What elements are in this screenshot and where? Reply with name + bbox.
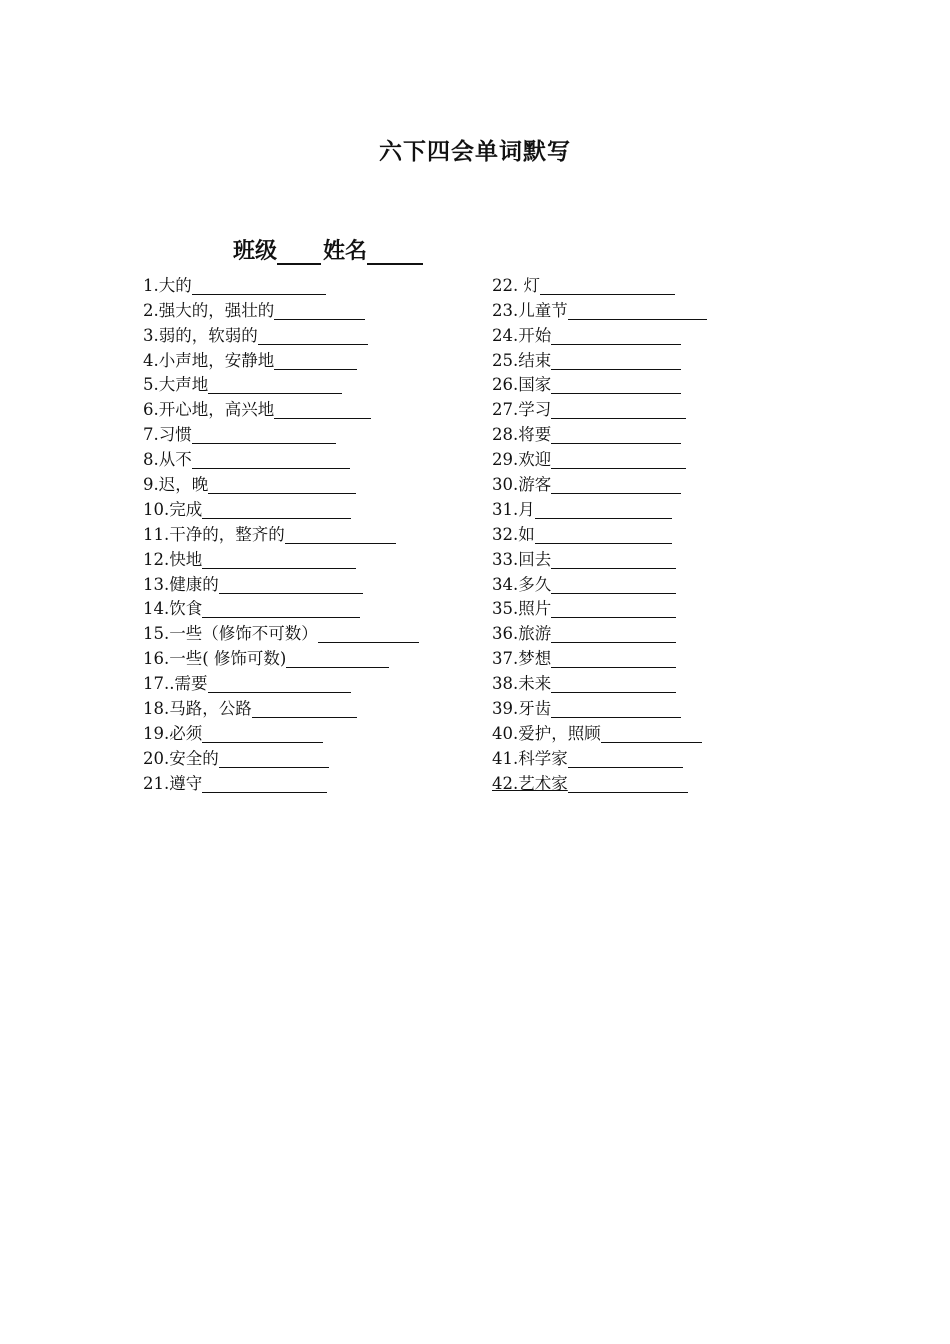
answer-blank [192,450,350,469]
word-item [492,621,707,646]
word-item [492,696,707,721]
word-prompt: 2.强大的，强壮的 [143,300,275,320]
word-item [492,646,707,671]
word-prompt: 27.学习 [492,400,552,420]
word-prompt: 14.饮食 [143,599,203,619]
word-prompt: 13.健康的 [143,574,219,594]
word-item [492,771,707,796]
word-item [143,348,419,373]
word-item [143,422,419,447]
word-prompt: 31.月 [492,499,535,519]
word-item [143,397,419,422]
answer-blank [535,500,672,519]
word-item [492,348,707,373]
word-item [143,373,419,398]
word-prompt: 33.回去 [492,549,552,569]
word-prompt: 30.游客 [492,475,552,495]
word-prompt: 15.一些（修饰不可数） [143,624,318,644]
answer-blank [202,550,356,569]
answer-blank [274,351,357,370]
word-prompt: 7.习惯 [143,425,192,445]
answer-blank [258,326,368,345]
answer-blank [601,724,702,743]
answer-blank [285,525,396,544]
word-item [492,323,707,348]
name-label: 姓名 [323,239,368,264]
word-prompt: 17..需要 [143,674,208,694]
word-item [143,646,419,671]
word-prompt: 39.牙齿 [492,699,552,719]
word-prompt: 19.必须 [143,723,203,743]
answer-blank [202,774,327,793]
word-prompt: 23.儿童节 [492,300,568,320]
word-prompt: 41.科学家 [492,748,568,768]
word-item [143,323,419,348]
answer-blank [274,301,365,320]
answer-blank [551,400,686,419]
answer-blank [551,599,676,618]
word-item [492,472,707,497]
word-item [492,572,707,597]
word-item [143,746,419,771]
answer-blank [568,301,707,320]
answer-blank [219,749,329,768]
word-item [143,472,419,497]
answer-blank [208,475,356,494]
answer-blank [286,649,389,668]
word-prompt: 32.如 [492,524,535,544]
word-item [143,597,419,622]
answer-blank [568,774,688,793]
word-prompt: 35.照片 [492,599,552,619]
answer-blank [202,599,360,618]
answer-blank [252,699,357,718]
word-item [143,771,419,796]
word-item [492,273,707,298]
word-item [492,373,707,398]
answer-blank [192,276,326,295]
answer-blank [219,575,363,594]
word-prompt: 25.结束 [492,350,552,370]
word-item [492,522,707,547]
word-prompt: 11.干净的，整齐的 [143,524,285,544]
class-blank [277,239,321,265]
answer-blank [551,699,681,718]
word-item [492,447,707,472]
word-prompt: 36.旅游 [492,624,552,644]
word-prompt: 4.小声地，安静地 [143,350,275,370]
word-prompt: 9.迟，晚 [143,475,209,495]
right-word-list [492,273,707,796]
answer-blank [208,674,351,693]
answer-blank [551,450,686,469]
word-item [492,721,707,746]
answer-blank [551,475,681,494]
answer-blank [551,425,681,444]
answer-blank [551,624,676,643]
word-prompt: 20.安全的 [143,748,219,768]
word-item [492,422,707,447]
student-info [233,234,423,265]
word-prompt: 37.梦想 [492,649,552,669]
word-prompt: 6.开心地，高兴地 [143,400,275,420]
word-prompt: 22. 灯 [492,275,540,295]
word-prompt: 21.遵守 [143,773,203,793]
word-prompt: 38.未来 [492,674,552,694]
answer-blank [551,674,676,693]
word-prompt: 42.艺术家 [492,773,568,793]
word-prompt: 1.大的 [143,275,192,295]
word-item [143,572,419,597]
word-item [492,497,707,522]
word-prompt: 24.开始 [492,325,552,345]
word-prompt: 8.从不 [143,450,192,470]
word-prompt: 28.将要 [492,425,552,445]
class-label: 班级 [233,239,278,264]
answer-blank [551,649,676,668]
word-item [143,621,419,646]
word-item [492,298,707,323]
word-item [143,671,419,696]
word-item [492,397,707,422]
word-item [492,597,707,622]
answer-blank [568,749,683,768]
word-prompt: 40.爱护，照顾 [492,723,601,743]
word-item [143,497,419,522]
left-word-list [143,273,419,796]
answer-blank [318,624,419,643]
word-item [143,447,419,472]
answer-blank [202,500,351,519]
word-item [143,298,419,323]
answer-blank [274,400,371,419]
word-prompt: 18.马路，公路 [143,699,252,719]
answer-blank [540,276,675,295]
word-item [492,671,707,696]
answer-blank [551,326,681,345]
word-prompt: 3.弱的，软弱的 [143,325,258,345]
word-prompt: 12.快地 [143,549,203,569]
answer-blank [551,575,676,594]
word-item [143,721,419,746]
answer-blank [551,375,681,394]
word-item [143,522,419,547]
answer-blank [551,550,676,569]
word-item [492,746,707,771]
word-prompt: 10.完成 [143,499,203,519]
word-prompt: 29.欢迎 [492,450,552,470]
word-item [492,547,707,572]
answer-blank [208,375,342,394]
word-prompt: 16.一些( 修饰可数) [143,649,287,669]
answer-blank [202,724,323,743]
answer-blank [535,525,672,544]
word-prompt: 5.大声地 [143,375,209,395]
word-item [143,547,419,572]
word-item [143,696,419,721]
word-prompt: 26.国家 [492,375,552,395]
name-blank [367,239,423,265]
answer-blank [192,425,336,444]
answer-blank [551,351,681,370]
word-prompt: 34.多久 [492,574,552,594]
word-item [143,273,419,298]
worksheet-title: 六下四会单词默写 [379,139,571,165]
